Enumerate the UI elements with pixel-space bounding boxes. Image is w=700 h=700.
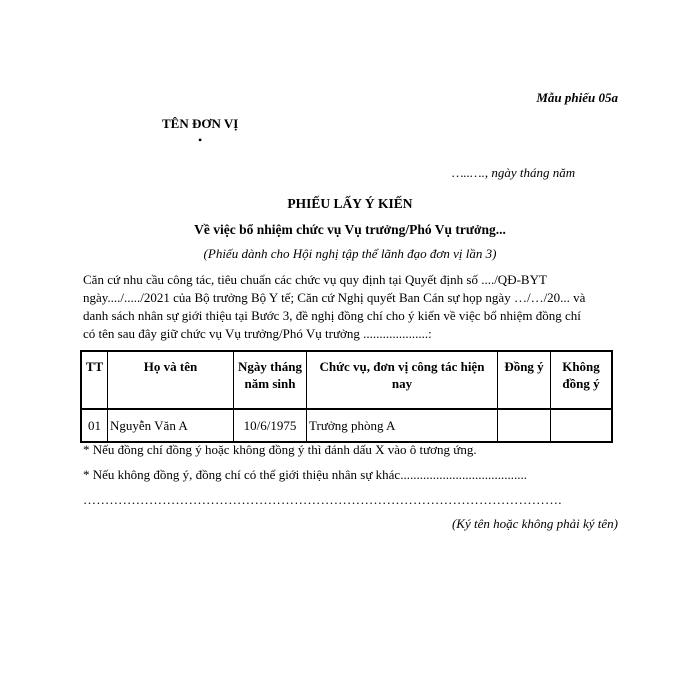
intro-line: danh sách nhân sự giới thiệu tại Bước 3, đề nghị đồng chí cho ý kiến về việc bổ nhiệm đồng chí <box>83 308 581 323</box>
nominate-blank-line[interactable]: ………………………………………………………………………………………………. <box>83 492 562 507</box>
ballot-subject: Về việc bổ nhiệm chức vụ Vụ trưởng/Phó Vụ trưởng... <box>194 222 506 237</box>
cell-name: Nguyễn Văn A <box>108 409 234 442</box>
header-dob <box>234 351 307 409</box>
header-position <box>307 351 498 409</box>
header-name: Họ và tên <box>108 351 234 409</box>
cell-agree-checkbox[interactable] <box>498 409 551 442</box>
header-dob-line2: năm sinh <box>244 376 296 391</box>
header-disagree-line1: Không <box>562 359 600 374</box>
unit-name: TÊN ĐƠN VỊ <box>162 116 239 131</box>
intro-line: Căn cứ nhu cầu công tác, tiêu chuẩn các chức vụ quy định tại Quyết định số ..../QĐ-BYT <box>83 272 547 287</box>
header-dob-line1: Ngày tháng <box>238 359 302 374</box>
signature-note: (Ký tên hoặc không phải ký tên) <box>451 516 618 531</box>
cell-position: Trưởng phòng A <box>307 409 498 442</box>
intro-line: ngày..../...../2021 của Bộ trưởng Bộ Y tế; Căn cứ Nghị quyết Ban Cán sự họp ngày …/…/20... và <box>83 290 586 305</box>
header-position-line1: Chức vụ, đơn vị công tác hiện <box>319 359 485 374</box>
table-header-row <box>81 351 612 409</box>
cell-tt: 01 <box>81 409 108 442</box>
form-code: Mẫu phiếu 05a <box>536 90 618 105</box>
date-line: …..…., ngày tháng năm <box>452 165 576 180</box>
ballot-audience-note: (Phiếu dành cho Hội nghị tập thể lãnh đạo đơn vị lần 3) <box>203 246 497 261</box>
intro-paragraph <box>83 271 617 343</box>
intro-line: có tên sau đây giữ chức vụ Vụ trưởng/Phó Vụ trưởng ....................: <box>83 326 432 341</box>
page-title: PHIẾU LẤY Ý KIẾN <box>287 196 413 211</box>
header-tt: TT <box>81 351 108 409</box>
header-disagree-line2: đồng ý <box>562 376 600 391</box>
header-agree: Đồng ý <box>498 351 551 409</box>
cell-dob: 10/6/1975 <box>234 409 307 442</box>
header-disagree <box>551 351 613 409</box>
table-row <box>81 409 612 442</box>
nominate-instruction-note[interactable]: * Nếu không đồng ý, đồng chí có thể giới thiệu nhân sự khác....................................... <box>83 467 527 482</box>
cell-disagree-checkbox[interactable] <box>551 409 613 442</box>
candidate-table <box>80 350 613 443</box>
unit-bullet-mark: • <box>198 133 203 147</box>
header-position-line2: nay <box>391 376 413 391</box>
agree-instruction-note: * Nếu đồng chí đồng ý hoặc không đồng ý thì đánh dấu X vào ô tương ứng. <box>83 442 477 457</box>
